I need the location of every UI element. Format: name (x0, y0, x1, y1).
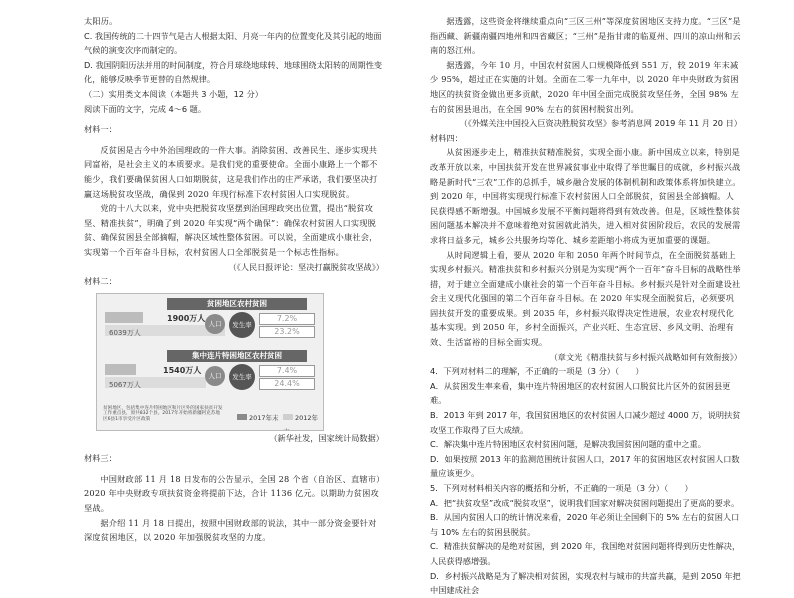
right-column (430, 14, 742, 598)
question-5-option-b: B．从国内贫困人口的统计情况来看，2020 年必须让全国剩下的 5% 左右的贫困人口与 10% 左右的贫困县脱贫。 (430, 512, 740, 537)
value-bottom-2012: 5067万人 (109, 380, 141, 389)
rate-top-2017: 7.2% (259, 313, 315, 325)
material-1-source: （《人民日报评论：坚决打赢脱贫攻坚战》） (228, 261, 384, 272)
population-circle-bottom: 人口 (205, 366, 225, 386)
question-4-option-b: B．2013 年到 2017 年，我国贫困地区的农村贫困人口减少超过 4000 万，说明扶贫攻坚工作取得了巨大成绩。 (430, 410, 741, 435)
rate-bottom-2017: 7.4% (259, 365, 315, 377)
bar-top-2017 (105, 312, 143, 323)
question-4-option-d: D．如果按照 2013 年的监测范围统计贫困人口，2017 年的贫困地区农村贫困人口数量应该更少。 (430, 453, 740, 479)
rate-circle-bottom: 发生率 (229, 364, 255, 390)
question-5: 5．下列对材料相关内容的概括和分析，不正确的一项是（3 分）（ ） (430, 483, 693, 493)
question-5-option-d: D．乡村振兴战略是为了解决相对贫困，实现农村与城市的共富共赢，是到 2050 年把中国建成社会 (430, 570, 741, 596)
material-3-paragraph-4: 据透露，今年 10 月，中国农村贫困人口规模降低到 551 万，较 2019 年末减少 95%，超过正在实施的计划。全面在二零一九年中，以 2020 年中央财政为贫困地区的扶贫资金做出更多贡献，2020 年中国全面完成脱贫攻坚任务，全国 98% 左右的贫困县退出，在全国 90% 左右的贫困村脱贫出列。 (430, 59, 739, 114)
rate-circle-top: 发生率 (229, 312, 255, 338)
question-4-option-a: A．从贫困发生率来看，集中连片特困地区的农村贫困人口脱贫比片区外的贫困县更难。 (430, 380, 731, 406)
material-3-paragraph-2: 据介绍 11 月 18 日提出，按照中国财政部的说法，其中一部分资金要针对深度贫困地区，以 2020 年加强脱贫攻坚的力度。 (84, 517, 377, 543)
option-c: C. 我国传统的二十四节气是古人根据太阳、月亮一年内的位置变化及其引起的地面气候的演变次序而制定的。 (84, 30, 382, 56)
value-top-2012: 6039万人 (109, 328, 141, 337)
legend-2017 (237, 411, 279, 426)
material-2-source: （新华社发，国家统计局数据） (269, 432, 384, 443)
legend-swatch-2012 (283, 414, 293, 420)
material-4-title: 材料四： (430, 132, 463, 143)
bar-bottom-2017 (105, 364, 136, 375)
question-5-option-c: C．精准扶贫解决的是绝对贫困，到 2020 年，我国绝对贫困问题将得到历史性解决，人民获得感增强。 (430, 541, 741, 566)
intro-fragment: 太阳历。 (84, 16, 118, 26)
rate-bottom-2012: 24.4% (259, 378, 315, 390)
material-3-paragraph-1: 中国财政部 11 月 18 日发布的公告显示，全国 28 个省（自治区、直辖市）2020 年中央财政专项扶贫资金将提前下达，合计 1136 亿元。以期助力贫困攻坚战。 (84, 473, 381, 514)
value-bottom-2017: 1540万人 (163, 365, 202, 375)
chart-footnote: 贫困地区，包括集中连片特困地区和片区外的国家扶贫开发工作重点县，原共832个县。2017年开始将新疆阿克苏地区6县1市享受片区政策 (103, 405, 223, 422)
material-1-paragraph-2: 党的十八大以来，党中央把脱贫攻坚摆到治国理政突出位置，提出“脱贫攻坚、精准扶贫”，明确了到 2020 年实现“两个确保”：确保农村贫困人口实现脱贫、确保贫困县全部摘帽，解决区域性整体贫困。可以说，全面建成小康社会，实现第一个百年奋斗目标，农村贫困人口全部脱贫是一个标志性指标。 (84, 203, 378, 257)
legend-label-2017: 2017年末 (249, 413, 279, 422)
population-circle-top: 人口 (205, 314, 225, 334)
question-4-option-c: C．解决集中连片特困地区农村贫困问题，是解决我国贫困问题的重中之重。 (430, 439, 706, 450)
material-1-paragraph-1: 反贫困是古今中外治国理政的一件大事。消除贫困、改善民生、逐步实现共同富裕，是社会主义的本质要求。是我们党的重要使命。全面小康路上一个都不能少，我们要确保贫困人口如期脱贫，这是我们作出的庄严承诺，我们要坚决打赢这场脱贫攻坚战，确保到 2020 年现行标准下农村贫困人口实现脱贫。 (84, 144, 378, 199)
material-3-source: （《外媒关注中国投入巨资决胜脱贫攻坚》参考消息网 2019 年 11 月 20 日） (459, 118, 742, 129)
instruction: 阅读下面的文字，完成 4～6 题。 (84, 103, 207, 114)
material-3-title: 材料三： (84, 453, 117, 464)
poverty-infographic (96, 293, 324, 431)
question-4: 4．下列对材料二的理解，不正确的一项是（3 分）（ ） (430, 366, 644, 377)
rate-top-2012: 23.2% (259, 326, 315, 338)
material-1-title: 材料一： (84, 124, 117, 135)
chart-title-bottom: 集中连片特困地区农村贫困 (167, 350, 307, 362)
material-3-paragraph-3: 据透露，这些资金将继续重点向“三区三州”等深度贫困地区支持力度。“三区”是指西藏、新疆南疆四地州和四省藏区；“三州”是指甘肃的临夏州、四川的凉山州和云南的怒江州。 (430, 16, 741, 56)
material-2-title: 材料二： (84, 276, 117, 287)
question-5-option-a: A．把“扶贫攻坚”改成“脱贫攻坚”，说明我们国家对解决贫困问题提出了更高的要求。 (430, 497, 740, 508)
option-d: D. 我国阴阳历法并用的时间制度，符合月球绕地球转、地球围绕太阳转的周期性变化，能够反映季节更替的自然规律。 (84, 59, 383, 85)
legend-swatch-2017 (237, 414, 247, 420)
material-4-paragraph-1: 从贫困逐步走上，精准扶贫精准脱贫，实现全面小康。新中国成立以来，特别是改革开放以来，中国扶贫开发在世界减贫事业中取得了举世瞩目的成就，乡村振兴战略是新时代“三农”工作的总抓手，城乡融合发展的体制机制和政策体系将加快建立。到 2020 年，中国将实现现行标准下农村贫困人口全部脱贫，贫困县全部摘帽。人民获得感不断增强。中国城乡发展不平衡问题将得到有效改善。但是，区域性整体贫困问题基本解决并不意味着绝对贫困就此消失，进入相对贫困阶段后，农民的发展需求将日益多元，城乡公共服务均等化、城乡差距缩小将成为更加重要的课题。 (430, 147, 741, 245)
section-heading: （二）实用类文本阅读（本题共 3 小题，12 分） (84, 88, 263, 99)
material-4-paragraph-2: 从时间逻辑上看，要从 2020 年和 2050 年两个时间节点，在全面脱贫基础上实现乡村振兴。精准扶贫和乡村振兴分别是为实现“两个一百年”奋斗目标的战略性举措，对于建立全面建成小康社会的第一个百年奋斗目标。乡村振兴是针对全面建设社会主义现代化强国的第二个百年奋斗目标。在 2020 年实现全面脱贫后，必须要巩固扶贫开发的重要成果。到 2035 年，乡村振兴取得决定性进展，农业农村现代化基本实现。到 2050 年，乡村全面振兴，产业兴旺、生态宜居、乡风文明、治理有效、生活富裕的目标全面实现。 (430, 249, 741, 348)
legend-label-2012: 2012年 (295, 413, 319, 422)
legend-2012 (283, 411, 323, 431)
left-column (84, 14, 384, 545)
value-top-2017: 1900万人 (167, 313, 206, 323)
material-4-source: （章文光《精准扶贫与乡村振兴战略如何有效衔接》） (549, 351, 742, 362)
chart-title-top: 贫困地区农村贫困 (167, 298, 307, 310)
